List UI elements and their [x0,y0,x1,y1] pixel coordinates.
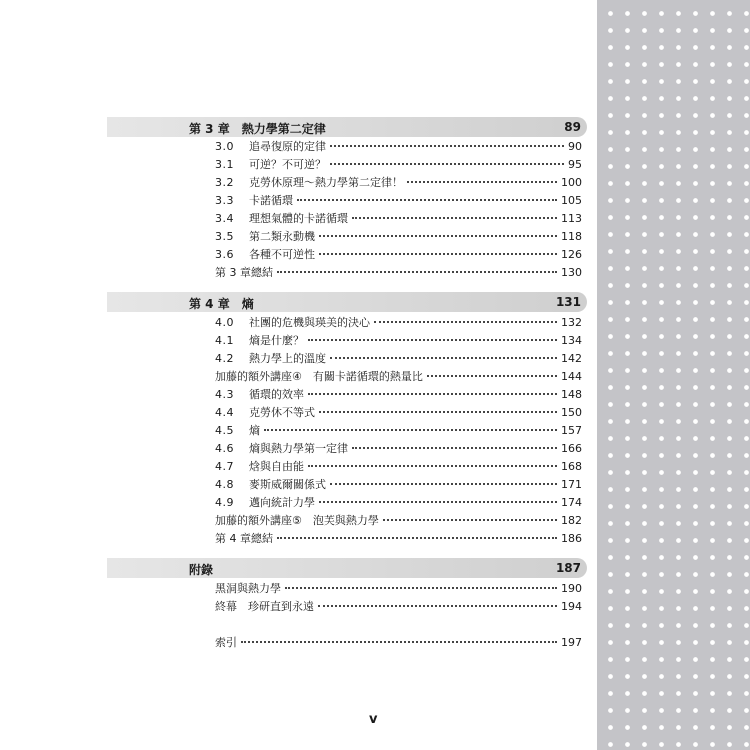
dot-leader [319,253,557,255]
entry-page: 157 [561,424,582,437]
entry-title: 加藤的額外講座④ 有關卡諾循環的熱量比 [215,370,423,383]
entry-number: 3.1 [215,158,234,171]
entry-title: 熵與熱力學第一定律 [249,442,348,455]
chapter-page: 131 [555,295,581,309]
toc-entry[interactable] [215,422,582,438]
toc-entry[interactable] [215,440,582,456]
toc-entry[interactable] [215,404,582,420]
dot-leader [318,605,557,607]
dot-leader [330,145,564,147]
entry-page: 171 [561,478,582,491]
entry-title: 循環的效率 [249,388,304,401]
entry-number: 4.9 [215,496,234,509]
entry-title: 索引 [215,636,237,649]
entry-page: 190 [561,582,582,595]
entry-number: 3.6 [215,248,234,261]
toc-entry[interactable] [215,332,582,348]
entry-number: 3.3 [215,194,234,207]
dot-leader [308,339,557,341]
toc-entry[interactable] [215,386,582,402]
dot-leader [277,271,557,273]
toc-entry[interactable] [215,580,582,596]
entry-page: 150 [561,406,582,419]
toc-entry[interactable] [215,228,582,244]
dot-leader [264,429,557,431]
entry-number: 4.8 [215,478,234,491]
entry-page: 132 [561,316,582,329]
toc-entry[interactable] [215,598,582,614]
entry-page: 174 [561,496,582,509]
chapter-title: 第 4 章 熵 [189,297,254,311]
entry-title: 邁向統計力學 [249,496,315,509]
entry-page: 100 [561,176,582,189]
dot-leader [407,181,557,183]
entry-number: 3.2 [215,176,234,189]
entry-title: 卡諾循環 [249,194,293,207]
entry-page: 126 [561,248,582,261]
toc-entry[interactable] [215,530,582,546]
chapter-header-4[interactable] [107,292,587,312]
entry-title: 社團的危機與瑛美的決心 [249,316,370,329]
entry-number: 3.0 [215,140,234,153]
toc-entry[interactable] [215,476,582,492]
entry-title: 第 3 章總結 [215,266,273,279]
entry-page: 134 [561,334,582,347]
entry-number: 4.2 [215,352,234,365]
toc-entry[interactable] [215,192,582,208]
toc-entry[interactable] [215,264,582,280]
toc-entry[interactable] [215,512,582,528]
entry-title: 熵 [249,424,260,437]
dot-leader [352,217,557,219]
toc-entry[interactable] [215,246,582,262]
entry-page: 148 [561,388,582,401]
chapter-page: 187 [555,561,581,575]
dot-leader [330,163,564,165]
dot-leader [319,235,557,237]
entry-number: 4.5 [215,424,234,437]
page-number: v [369,712,378,727]
entry-title: 第二類永動機 [249,230,315,243]
entry-page: 118 [561,230,582,243]
appendix-header[interactable] [107,558,587,578]
dot-leader [241,641,557,643]
entry-title: 麥斯威爾關係式 [249,478,326,491]
entry-title: 各種不可逆性 [249,248,315,261]
toc-entry-index[interactable] [215,634,582,650]
entry-title: 克勞休不等式 [249,406,315,419]
chapter-header-3[interactable] [107,117,587,137]
entry-page: 105 [561,194,582,207]
entry-title: 追尋復原的定律 [249,140,326,153]
toc-entry[interactable] [215,494,582,510]
entry-title: 終幕 珍研直到永遠 [215,600,314,613]
chapter-title: 第 3 章 熱力學第二定律 [189,122,326,136]
dot-leader [330,357,557,359]
entry-title: 加藤的額外講座⑤ 泡芙與熱力學 [215,514,379,527]
entry-title: 熵是什麼？ [249,334,304,347]
entry-page: 113 [561,212,582,225]
entry-title: 熱力學上的溫度 [249,352,326,365]
toc-entry[interactable] [215,350,582,366]
dot-leader [330,483,557,485]
entry-title: 克勞休原理～熱力學第二定律！ [249,176,403,189]
entry-page: 166 [561,442,582,455]
dot-leader [277,537,557,539]
entry-number: 4.1 [215,334,234,347]
entry-title: 黑洞與熱力學 [215,582,281,595]
toc-entry[interactable] [215,210,582,226]
toc-entry[interactable] [215,156,582,172]
entry-number: 4.6 [215,442,234,455]
entry-number: 4.3 [215,388,234,401]
entry-number: 4.7 [215,460,234,473]
entry-number: 3.4 [215,212,234,225]
entry-page: 144 [561,370,582,383]
dot-leader [319,411,557,413]
dot-leader [308,465,557,467]
entry-number: 4.0 [215,316,234,329]
entry-page: 168 [561,460,582,473]
entry-title: 理想氣體的卡諾循環 [249,212,348,225]
dot-leader [285,587,557,589]
entry-page: 197 [561,636,582,649]
dot-leader [319,501,557,503]
dot-leader [352,447,557,449]
toc-entry[interactable] [215,458,582,474]
entry-page: 142 [561,352,582,365]
dot-leader [308,393,557,395]
entry-title: 第 4 章總結 [215,532,273,545]
entry-page: 194 [561,600,582,613]
toc-entry[interactable] [215,314,582,330]
toc-entry[interactable] [215,368,582,384]
toc-entry[interactable] [215,138,582,154]
entry-page: 186 [561,532,582,545]
entry-title: 可逆？不可逆？ [249,158,326,171]
entry-number: 4.4 [215,406,234,419]
dot-leader [297,199,557,201]
entry-page: 130 [561,266,582,279]
entry-number: 3.5 [215,230,234,243]
toc-entry[interactable] [215,174,582,190]
dot-leader [427,375,557,377]
entry-page: 95 [568,158,582,171]
entry-title: 焓與自由能 [249,460,304,473]
chapter-page: 89 [564,120,581,134]
dot-leader [383,519,557,521]
dot-leader [374,321,557,323]
chapter-title: 附錄 [189,563,214,577]
entry-page: 90 [568,140,582,153]
dotted-side-strip [597,0,750,750]
entry-page: 182 [561,514,582,527]
